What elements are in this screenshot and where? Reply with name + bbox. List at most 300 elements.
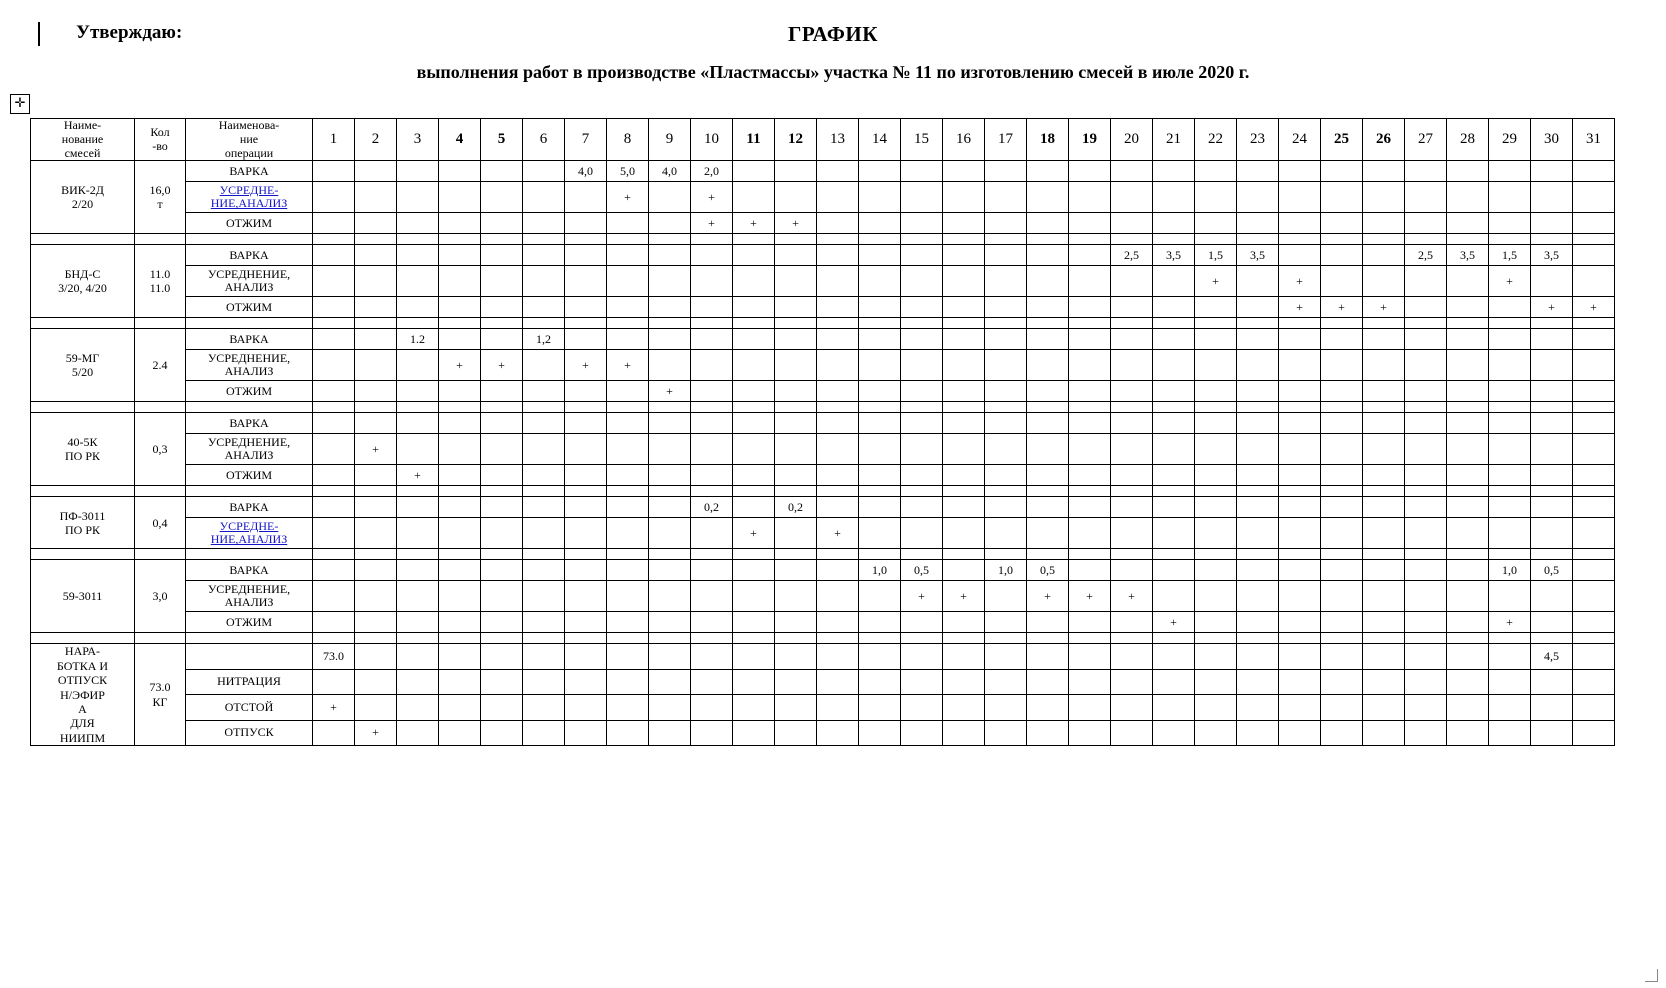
day-cell-16[interactable] [943,245,985,266]
day-cell-6[interactable] [523,560,565,581]
day-cell-1[interactable]: 73.0 [313,644,355,669]
day-cell-28[interactable] [1447,669,1489,694]
day-cell-13[interactable] [817,434,859,465]
day-cell-20[interactable] [1111,434,1153,465]
day-cell-31[interactable]: + [1573,297,1615,318]
day-cell-5[interactable] [481,245,523,266]
day-cell-3[interactable]: + [397,465,439,486]
day-cell-28[interactable] [1447,581,1489,612]
day-cell-17[interactable] [985,245,1027,266]
day-cell-13[interactable] [817,720,859,745]
day-cell-24[interactable] [1279,434,1321,465]
day-cell-22[interactable] [1195,329,1237,350]
day-cell-10[interactable] [691,612,733,633]
day-cell-12[interactable]: 0,2 [775,497,817,518]
day-cell-4[interactable] [439,434,481,465]
day-cell-26[interactable] [1363,497,1405,518]
day-cell-14[interactable] [859,434,901,465]
day-cell-2[interactable] [355,329,397,350]
day-cell-30[interactable] [1531,329,1573,350]
day-cell-11[interactable] [733,644,775,669]
day-cell-29[interactable] [1489,465,1531,486]
day-cell-10[interactable] [691,669,733,694]
day-cell-9[interactable] [649,720,691,745]
day-cell-3[interactable] [397,413,439,434]
day-cell-23[interactable] [1237,518,1279,549]
day-cell-27[interactable] [1405,161,1447,182]
day-cell-28[interactable] [1447,350,1489,381]
day-cell-22[interactable] [1195,297,1237,318]
day-cell-14[interactable]: 1,0 [859,560,901,581]
day-cell-7[interactable] [565,413,607,434]
day-cell-16[interactable] [943,297,985,318]
day-cell-19[interactable]: + [1069,581,1111,612]
day-cell-7[interactable] [565,266,607,297]
day-cell-17[interactable] [985,612,1027,633]
day-cell-15[interactable] [901,266,943,297]
day-cell-27[interactable] [1405,329,1447,350]
day-cell-4[interactable] [439,669,481,694]
day-cell-4[interactable] [439,182,481,213]
day-cell-24[interactable] [1279,213,1321,234]
day-cell-13[interactable] [817,381,859,402]
day-cell-29[interactable] [1489,434,1531,465]
day-cell-31[interactable] [1573,518,1615,549]
day-cell-2[interactable] [355,518,397,549]
day-cell-8[interactable] [607,245,649,266]
day-cell-28[interactable] [1447,161,1489,182]
day-cell-1[interactable] [313,581,355,612]
day-cell-11[interactable] [733,381,775,402]
day-cell-6[interactable] [523,669,565,694]
day-cell-19[interactable] [1069,497,1111,518]
day-cell-24[interactable] [1279,329,1321,350]
day-cell-7[interactable] [565,695,607,720]
day-cell-5[interactable] [481,581,523,612]
day-cell-7[interactable] [565,381,607,402]
day-cell-25[interactable] [1321,695,1363,720]
day-cell-14[interactable] [859,245,901,266]
day-cell-27[interactable] [1405,581,1447,612]
day-cell-22[interactable] [1195,581,1237,612]
day-cell-24[interactable] [1279,518,1321,549]
day-cell-22[interactable] [1195,669,1237,694]
day-cell-2[interactable] [355,465,397,486]
day-cell-20[interactable] [1111,413,1153,434]
day-cell-10[interactable]: 0,2 [691,497,733,518]
day-cell-1[interactable] [313,329,355,350]
day-cell-31[interactable] [1573,644,1615,669]
day-cell-18[interactable] [1027,720,1069,745]
day-cell-15[interactable] [901,213,943,234]
day-cell-8[interactable] [607,381,649,402]
day-cell-22[interactable] [1195,434,1237,465]
day-cell-26[interactable] [1363,245,1405,266]
day-cell-24[interactable] [1279,581,1321,612]
day-cell-30[interactable]: + [1531,297,1573,318]
day-cell-5[interactable] [481,560,523,581]
day-cell-18[interactable] [1027,182,1069,213]
day-cell-7[interactable] [565,581,607,612]
day-cell-19[interactable] [1069,644,1111,669]
day-cell-12[interactable] [775,434,817,465]
day-cell-13[interactable] [817,669,859,694]
day-cell-9[interactable] [649,329,691,350]
day-cell-8[interactable]: 5,0 [607,161,649,182]
day-cell-31[interactable] [1573,560,1615,581]
day-cell-26[interactable] [1363,612,1405,633]
day-cell-30[interactable] [1531,413,1573,434]
day-cell-6[interactable] [523,612,565,633]
day-cell-17[interactable] [985,518,1027,549]
day-cell-17[interactable] [985,297,1027,318]
day-cell-14[interactable] [859,297,901,318]
day-cell-1[interactable] [313,245,355,266]
day-cell-18[interactable] [1027,161,1069,182]
day-cell-13[interactable] [817,465,859,486]
day-cell-18[interactable] [1027,413,1069,434]
day-cell-14[interactable] [859,669,901,694]
day-cell-12[interactable] [775,695,817,720]
day-cell-4[interactable] [439,297,481,318]
day-cell-3[interactable] [397,695,439,720]
day-cell-13[interactable] [817,413,859,434]
day-cell-2[interactable] [355,581,397,612]
day-cell-12[interactable] [775,644,817,669]
day-cell-31[interactable] [1573,182,1615,213]
day-cell-29[interactable] [1489,413,1531,434]
day-cell-9[interactable] [649,497,691,518]
day-cell-20[interactable] [1111,329,1153,350]
day-cell-1[interactable] [313,413,355,434]
day-cell-12[interactable] [775,245,817,266]
day-cell-9[interactable] [649,695,691,720]
day-cell-19[interactable] [1069,413,1111,434]
day-cell-29[interactable] [1489,329,1531,350]
day-cell-15[interactable] [901,350,943,381]
day-cell-11[interactable] [733,329,775,350]
day-cell-17[interactable] [985,381,1027,402]
day-cell-13[interactable] [817,245,859,266]
day-cell-5[interactable]: + [481,350,523,381]
day-cell-5[interactable] [481,465,523,486]
day-cell-10[interactable] [691,266,733,297]
day-cell-21[interactable] [1153,266,1195,297]
day-cell-1[interactable] [313,560,355,581]
day-cell-20[interactable] [1111,644,1153,669]
day-cell-26[interactable] [1363,695,1405,720]
day-cell-5[interactable] [481,695,523,720]
day-cell-24[interactable] [1279,695,1321,720]
day-cell-9[interactable] [649,245,691,266]
day-cell-15[interactable] [901,381,943,402]
day-cell-15[interactable] [901,161,943,182]
day-cell-11[interactable] [733,161,775,182]
day-cell-18[interactable] [1027,518,1069,549]
day-cell-10[interactable] [691,644,733,669]
day-cell-11[interactable] [733,266,775,297]
day-cell-27[interactable]: 2,5 [1405,245,1447,266]
day-cell-23[interactable] [1237,381,1279,402]
day-cell-14[interactable] [859,161,901,182]
day-cell-23[interactable] [1237,695,1279,720]
day-cell-14[interactable] [859,497,901,518]
operation-name-cell[interactable]: УСРЕДНЕ- НИЕ,АНАЛИЗ [186,518,313,549]
day-cell-3[interactable] [397,161,439,182]
day-cell-30[interactable] [1531,434,1573,465]
day-cell-26[interactable]: + [1363,297,1405,318]
day-cell-17[interactable] [985,329,1027,350]
day-cell-6[interactable] [523,266,565,297]
day-cell-11[interactable] [733,720,775,745]
day-cell-17[interactable] [985,434,1027,465]
day-cell-20[interactable] [1111,182,1153,213]
day-cell-3[interactable] [397,518,439,549]
day-cell-23[interactable] [1237,297,1279,318]
day-cell-22[interactable] [1195,518,1237,549]
day-cell-15[interactable] [901,518,943,549]
day-cell-9[interactable] [649,612,691,633]
day-cell-15[interactable] [901,612,943,633]
day-cell-25[interactable] [1321,434,1363,465]
day-cell-9[interactable] [649,644,691,669]
day-cell-8[interactable] [607,329,649,350]
day-cell-30[interactable] [1531,612,1573,633]
day-cell-13[interactable] [817,612,859,633]
day-cell-28[interactable] [1447,434,1489,465]
day-cell-17[interactable] [985,695,1027,720]
day-cell-22[interactable] [1195,644,1237,669]
day-cell-3[interactable] [397,245,439,266]
day-cell-17[interactable] [985,465,1027,486]
day-cell-18[interactable] [1027,695,1069,720]
day-cell-20[interactable] [1111,161,1153,182]
day-cell-29[interactable] [1489,581,1531,612]
day-cell-4[interactable] [439,245,481,266]
day-cell-21[interactable]: + [1153,612,1195,633]
day-cell-3[interactable]: 1.2 [397,329,439,350]
day-cell-11[interactable] [733,669,775,694]
day-cell-25[interactable] [1321,497,1363,518]
day-cell-19[interactable] [1069,720,1111,745]
day-cell-12[interactable]: + [775,213,817,234]
day-cell-14[interactable] [859,413,901,434]
day-cell-4[interactable] [439,695,481,720]
day-cell-18[interactable] [1027,245,1069,266]
day-cell-17[interactable] [985,182,1027,213]
day-cell-21[interactable] [1153,161,1195,182]
day-cell-9[interactable]: 4,0 [649,161,691,182]
day-cell-15[interactable] [901,329,943,350]
day-cell-26[interactable] [1363,581,1405,612]
day-cell-24[interactable]: + [1279,266,1321,297]
day-cell-16[interactable] [943,497,985,518]
day-cell-5[interactable] [481,329,523,350]
day-cell-3[interactable] [397,669,439,694]
day-cell-12[interactable] [775,182,817,213]
day-cell-30[interactable] [1531,581,1573,612]
day-cell-10[interactable] [691,465,733,486]
day-cell-22[interactable] [1195,560,1237,581]
day-cell-25[interactable] [1321,465,1363,486]
day-cell-29[interactable] [1489,381,1531,402]
day-cell-20[interactable]: 2,5 [1111,245,1153,266]
day-cell-20[interactable] [1111,720,1153,745]
day-cell-7[interactable] [565,465,607,486]
day-cell-26[interactable] [1363,413,1405,434]
day-cell-23[interactable] [1237,644,1279,669]
day-cell-4[interactable] [439,465,481,486]
day-cell-25[interactable] [1321,669,1363,694]
day-cell-19[interactable] [1069,297,1111,318]
day-cell-28[interactable] [1447,695,1489,720]
day-cell-31[interactable] [1573,612,1615,633]
day-cell-26[interactable] [1363,560,1405,581]
day-cell-10[interactable] [691,297,733,318]
day-cell-10[interactable] [691,560,733,581]
day-cell-19[interactable] [1069,213,1111,234]
day-cell-8[interactable]: + [607,350,649,381]
day-cell-19[interactable] [1069,381,1111,402]
day-cell-15[interactable] [901,413,943,434]
day-cell-2[interactable]: + [355,720,397,745]
day-cell-4[interactable] [439,518,481,549]
day-cell-6[interactable] [523,413,565,434]
day-cell-25[interactable] [1321,266,1363,297]
day-cell-19[interactable] [1069,669,1111,694]
day-cell-27[interactable] [1405,381,1447,402]
day-cell-21[interactable] [1153,413,1195,434]
day-cell-23[interactable] [1237,266,1279,297]
day-cell-14[interactable] [859,644,901,669]
day-cell-9[interactable] [649,669,691,694]
day-cell-19[interactable] [1069,560,1111,581]
day-cell-8[interactable]: + [607,182,649,213]
day-cell-20[interactable] [1111,497,1153,518]
day-cell-1[interactable] [313,465,355,486]
day-cell-19[interactable] [1069,465,1111,486]
day-cell-25[interactable] [1321,350,1363,381]
day-cell-15[interactable] [901,465,943,486]
day-cell-5[interactable] [481,297,523,318]
day-cell-31[interactable] [1573,434,1615,465]
day-cell-16[interactable] [943,669,985,694]
day-cell-8[interactable] [607,720,649,745]
day-cell-26[interactable] [1363,329,1405,350]
day-cell-10[interactable] [691,350,733,381]
day-cell-26[interactable] [1363,669,1405,694]
day-cell-20[interactable] [1111,297,1153,318]
day-cell-12[interactable] [775,465,817,486]
day-cell-11[interactable] [733,434,775,465]
day-cell-15[interactable] [901,695,943,720]
day-cell-13[interactable]: + [817,518,859,549]
day-cell-30[interactable] [1531,465,1573,486]
day-cell-8[interactable] [607,695,649,720]
day-cell-27[interactable] [1405,434,1447,465]
day-cell-12[interactable] [775,720,817,745]
day-cell-28[interactable] [1447,297,1489,318]
day-cell-14[interactable] [859,720,901,745]
day-cell-14[interactable] [859,350,901,381]
day-cell-16[interactable] [943,182,985,213]
day-cell-24[interactable] [1279,465,1321,486]
day-cell-9[interactable] [649,266,691,297]
day-cell-23[interactable] [1237,560,1279,581]
day-cell-3[interactable] [397,213,439,234]
day-cell-5[interactable] [481,518,523,549]
day-cell-2[interactable] [355,560,397,581]
day-cell-7[interactable] [565,644,607,669]
day-cell-27[interactable] [1405,518,1447,549]
day-cell-23[interactable] [1237,612,1279,633]
day-cell-4[interactable] [439,213,481,234]
day-cell-13[interactable] [817,695,859,720]
day-cell-3[interactable] [397,560,439,581]
day-cell-11[interactable] [733,297,775,318]
day-cell-16[interactable] [943,381,985,402]
day-cell-6[interactable] [523,497,565,518]
day-cell-19[interactable] [1069,612,1111,633]
day-cell-31[interactable] [1573,161,1615,182]
day-cell-10[interactable] [691,518,733,549]
day-cell-31[interactable] [1573,465,1615,486]
day-cell-17[interactable] [985,644,1027,669]
day-cell-29[interactable] [1489,497,1531,518]
day-cell-29[interactable] [1489,720,1531,745]
day-cell-28[interactable] [1447,644,1489,669]
day-cell-22[interactable] [1195,213,1237,234]
day-cell-8[interactable] [607,581,649,612]
day-cell-28[interactable] [1447,182,1489,213]
day-cell-3[interactable] [397,720,439,745]
day-cell-16[interactable] [943,518,985,549]
day-cell-26[interactable] [1363,350,1405,381]
day-cell-20[interactable] [1111,669,1153,694]
day-cell-21[interactable] [1153,644,1195,669]
day-cell-5[interactable] [481,413,523,434]
day-cell-23[interactable] [1237,350,1279,381]
day-cell-17[interactable] [985,213,1027,234]
day-cell-18[interactable] [1027,329,1069,350]
day-cell-5[interactable] [481,497,523,518]
day-cell-28[interactable] [1447,560,1489,581]
day-cell-24[interactable] [1279,413,1321,434]
day-cell-27[interactable] [1405,465,1447,486]
day-cell-2[interactable] [355,266,397,297]
day-cell-27[interactable] [1405,413,1447,434]
day-cell-17[interactable] [985,581,1027,612]
day-cell-1[interactable] [313,720,355,745]
day-cell-20[interactable] [1111,266,1153,297]
day-cell-16[interactable] [943,465,985,486]
day-cell-6[interactable] [523,350,565,381]
day-cell-27[interactable] [1405,560,1447,581]
day-cell-25[interactable] [1321,182,1363,213]
day-cell-7[interactable] [565,518,607,549]
day-cell-7[interactable] [565,720,607,745]
day-cell-5[interactable] [481,612,523,633]
day-cell-29[interactable] [1489,518,1531,549]
day-cell-8[interactable] [607,669,649,694]
day-cell-9[interactable] [649,465,691,486]
day-cell-18[interactable] [1027,213,1069,234]
day-cell-1[interactable] [313,669,355,694]
day-cell-5[interactable] [481,381,523,402]
day-cell-12[interactable] [775,518,817,549]
day-cell-29[interactable] [1489,644,1531,669]
day-cell-3[interactable] [397,182,439,213]
